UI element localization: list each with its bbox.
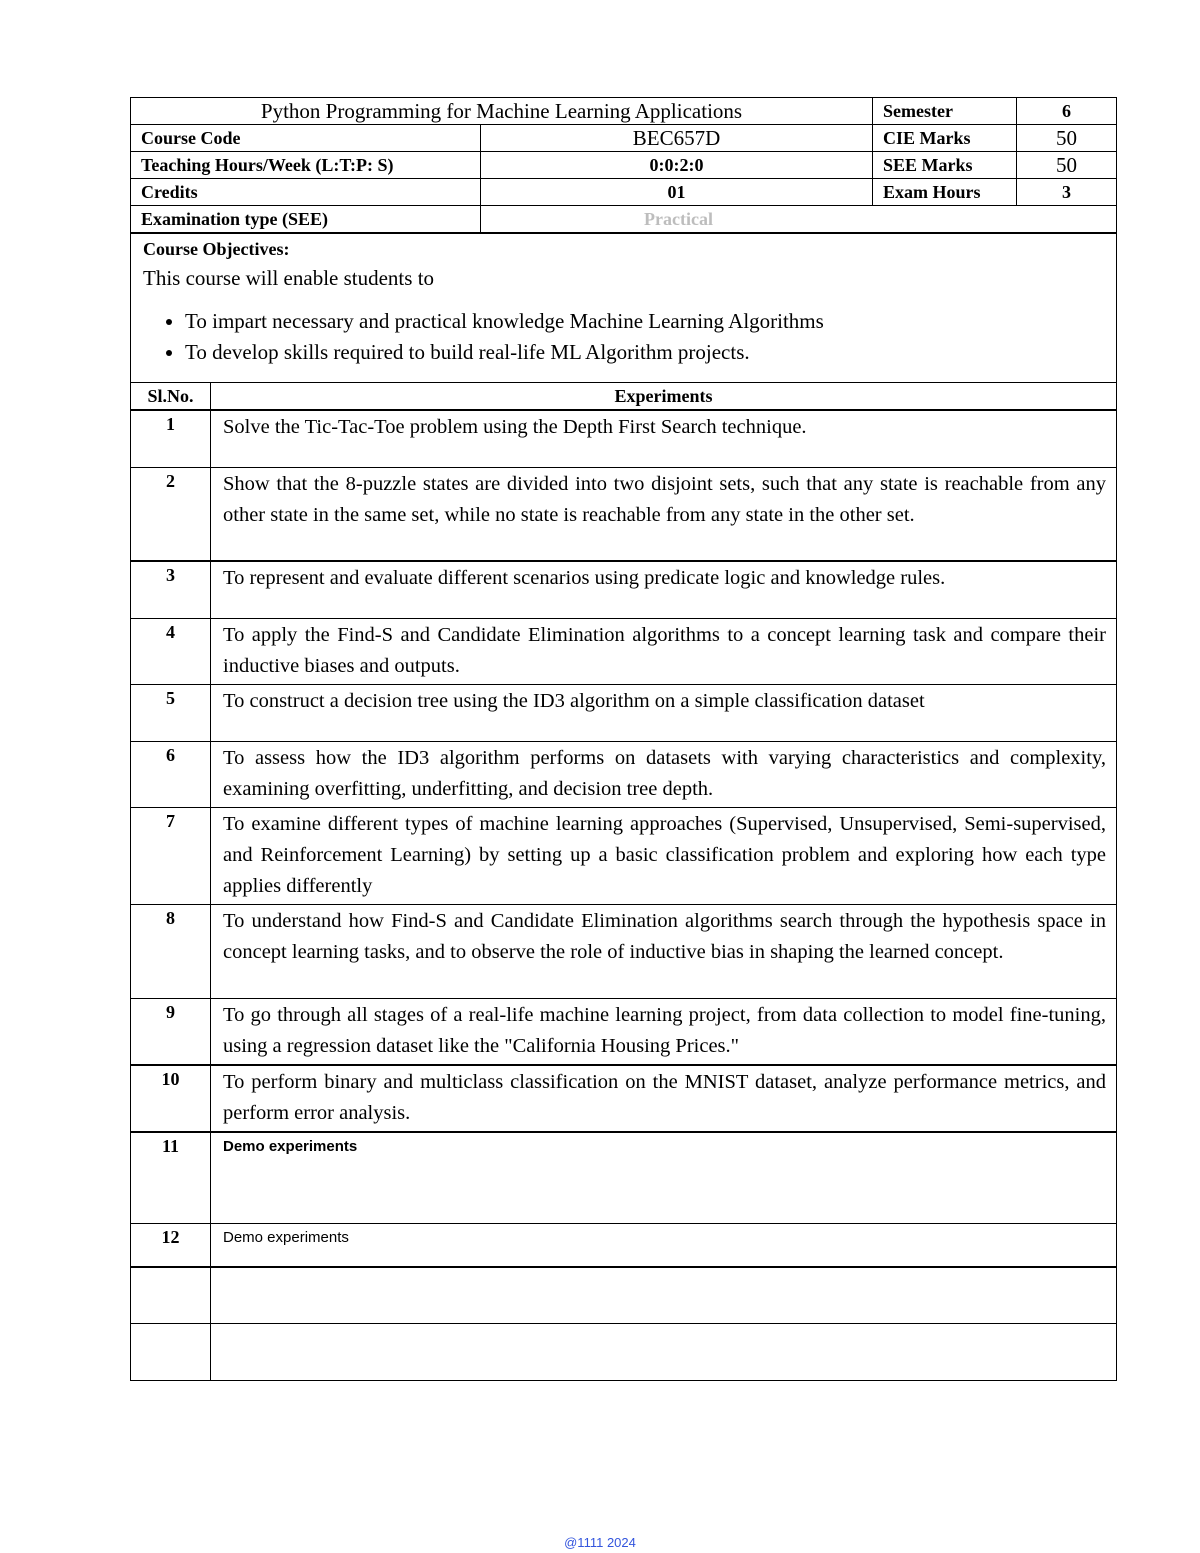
syllabus-page <box>130 97 1116 1381</box>
teaching-hours-row <box>131 152 1117 179</box>
objective-item: • To impart necessary and practical knowledge Machine Learning Algorithms <box>185 306 1104 337</box>
experiment-row <box>131 1132 1117 1224</box>
experiment-text: To go through all stages of a real-life machine learning project, from data collection to model fine-tuning, using a regression dataset like the "California Housing Prices." <box>211 998 1117 1065</box>
see-marks-value: 50 <box>1017 152 1117 179</box>
objectives-list <box>143 306 1104 368</box>
experiment-number: 7 <box>131 807 211 904</box>
experiment-text: To understand how Find-S and Candidate Elimination algorithms search through the hypothesis space in concept learning tasks, and to observe the role of inductive bias in shaping the learned concept. <box>211 904 1117 998</box>
experiment-text: Demo experiments <box>211 1224 1117 1267</box>
course-code-label: Course Code <box>131 125 481 152</box>
exam-hours-label: Exam Hours <box>873 179 1017 206</box>
credits-row <box>131 179 1117 206</box>
objective-item: • To develop skills required to build real-life ML Algorithm projects. <box>185 337 1104 368</box>
empty-row <box>131 1324 1117 1381</box>
credits-label: Credits <box>131 179 481 206</box>
experiment-row <box>131 684 1117 741</box>
cie-marks-label: CIE Marks <box>873 125 1017 152</box>
experiment-number: 11 <box>131 1132 211 1224</box>
experiment-text: To construct a decision tree using the ID3 algorithm on a simple classification dataset <box>211 684 1117 741</box>
experiment-number: 12 <box>131 1224 211 1267</box>
experiment-row <box>131 807 1117 904</box>
objectives-cell <box>131 233 1117 383</box>
experiment-row <box>131 618 1117 684</box>
experiment-row <box>131 467 1117 561</box>
credits-value: 01 <box>481 179 873 206</box>
experiment-text: To represent and evaluate different scenarios using predicate logic and knowledge rules. <box>211 561 1117 618</box>
empty-cell <box>211 1324 1117 1381</box>
experiment-number: 9 <box>131 998 211 1065</box>
objectives-intro: This course will enable students to <box>143 266 435 290</box>
experiment-number: 8 <box>131 904 211 998</box>
experiment-number: 10 <box>131 1065 211 1132</box>
teaching-hours-value: 0:0:2:0 <box>481 152 873 179</box>
col-header-slno: Sl.No. <box>131 383 211 411</box>
experiment-number: 5 <box>131 684 211 741</box>
empty-row <box>131 1267 1117 1324</box>
semester-value: 6 <box>1017 98 1117 125</box>
cie-marks-value: 50 <box>1017 125 1117 152</box>
course-code-value: BEC657D <box>481 125 873 152</box>
experiment-text: To examine different types of machine learning approaches (Supervised, Unsupervised, Semi-supervised, and Reinforcement Learning) by setting up a basic classification problem and exploring how each type applies differently <box>211 807 1117 904</box>
semester-label: Semester <box>873 98 1017 125</box>
course-title: Python Programming for Machine Learning Applications <box>131 98 873 125</box>
experiment-row <box>131 410 1117 467</box>
experiment-number: 6 <box>131 741 211 807</box>
course-title-row <box>131 98 1117 125</box>
experiment-number: 2 <box>131 467 211 561</box>
experiment-number: 1 <box>131 410 211 467</box>
experiment-row <box>131 998 1117 1065</box>
objectives-row <box>131 233 1117 383</box>
experiments-header-row <box>131 383 1117 411</box>
experiment-row <box>131 561 1117 618</box>
exam-type-value: Practical <box>481 206 1117 234</box>
objectives-title: Course Objectives: <box>143 239 290 259</box>
experiment-number: 4 <box>131 618 211 684</box>
course-code-row <box>131 125 1117 152</box>
experiment-row <box>131 904 1117 998</box>
experiment-number: 3 <box>131 561 211 618</box>
exam-hours-value: 3 <box>1017 179 1117 206</box>
experiment-text: To apply the Find-S and Candidate Elimination algorithms to a concept learning task and compare their inductive biases and outputs. <box>211 618 1117 684</box>
exam-type-row <box>131 206 1117 234</box>
page-footer: @1111 2024 <box>564 1535 636 1550</box>
experiment-text: Show that the 8-puzzle states are divided into two disjoint sets, such that any state is reachable from any other state in the same set, while no state is reachable from any state in the other set. <box>211 467 1117 561</box>
experiment-text: Demo experiments <box>211 1132 1117 1224</box>
empty-cell <box>131 1324 211 1381</box>
experiment-text: To assess how the ID3 algorithm performs on datasets with varying characteristics and complexity, examining overfitting, underfitting, and decision tree depth. <box>211 741 1117 807</box>
experiment-text: To perform binary and multiclass classification on the MNIST dataset, analyze performance metrics, and perform error analysis. <box>211 1065 1117 1132</box>
teaching-hours-label: Teaching Hours/Week (L:T:P: S) <box>131 152 481 179</box>
course-table <box>130 97 1117 1381</box>
empty-cell <box>211 1267 1117 1324</box>
exam-type-label: Examination type (SEE) <box>131 206 481 234</box>
experiment-text: Solve the Tic-Tac-Toe problem using the Depth First Search technique. <box>211 410 1117 467</box>
col-header-experiments: Experiments <box>211 383 1117 411</box>
empty-cell <box>131 1267 211 1324</box>
see-marks-label: SEE Marks <box>873 152 1017 179</box>
experiment-row <box>131 1065 1117 1132</box>
experiment-row <box>131 741 1117 807</box>
experiment-row <box>131 1224 1117 1267</box>
